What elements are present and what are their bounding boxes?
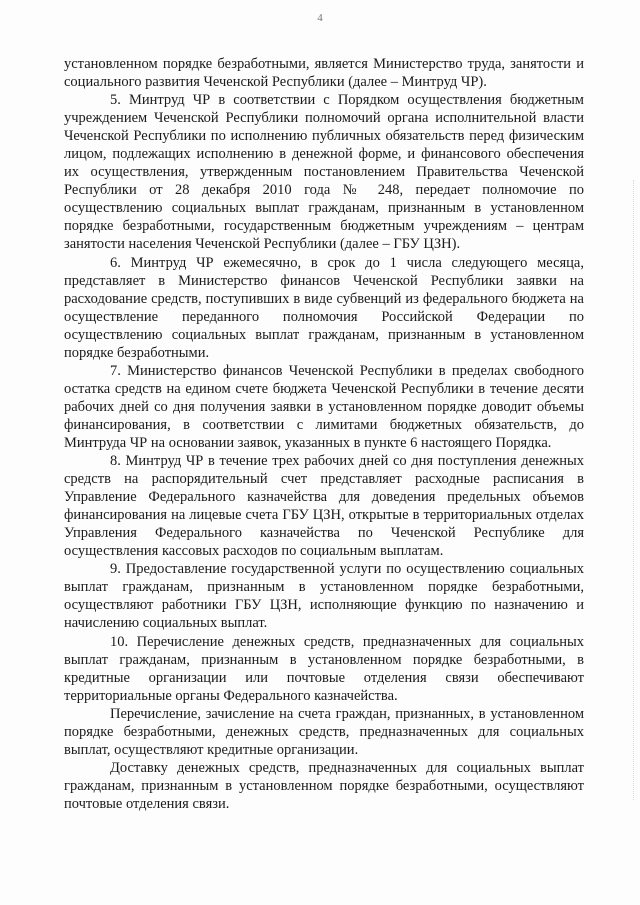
paragraph-10-transfer: Перечисление, зачисление на счета граждан, признанных, в установленном порядке безработными, денежных средств, предназначенных для социальных выплат, осуществляют кредитные организации.	[64, 705, 584, 758]
paragraph-10: 10. Перечисление денежных средств, предназначенных для социальных выплат гражданам, признанным в установленном порядке безработными, в кредитные организации или почтовые отделения связи обеспечивают территориальные органы Федерального казначейства.	[64, 633, 584, 704]
paragraph-8: 8. Минтруд ЧР в течение трех рабочих дней со дня поступления денежных средств на распорядительный счет представляет расходные расписания в Управление Федерального казначейства для доведения предельных объемов финансирования на лицевые счета ГБУ ЦЗН, открытые в территориальных отделах Управления Федерального казначейства по Чеченской Республике для осуществления кассовых расходов по социальным выплатам.	[64, 453, 584, 560]
paragraph-7: 7. Министерство финансов Чеченской Республики в пределах свободного остатка средств на едином счете бюджета Чеченской Республики в течение десяти рабочих дней со дня получения заявки в установленном порядке доводит объемы финансирования, в соответствии с лимитами бюджетных обязательств, до Минтруда ЧР на основании заявок, указанных в пункте 6 настоящего Порядка.	[64, 362, 584, 451]
paragraph-continuation: установленном порядке безработными, является Министерство труда, занятости и социального развития Чеченской Республики (далее – Минтруд ЧР).	[64, 56, 584, 91]
paragraph-6: 6. Минтруд ЧР ежемесячно, в срок до 1 числа следующего месяца, представляет в Министерство финансов Чеченской Республики заявки на расходование средств, поступивших в виде субвенций из федерального бюджета на осуществление переданного полномочия Российской Федерации по осуществлению социальных выплат гражданам, признанным в установленном порядке безработными.	[64, 254, 584, 361]
paragraph-9: 9. Предоставление государственной услуги по осуществлению социальных выплат гражданам, признанным в установленном порядке безработными, осуществляют работники ГБУ ЦЗН, исполняющие функцию по назначению и начислению социальных выплат.	[64, 561, 584, 632]
paragraph-5: 5. Минтруд ЧР в соответствии с Порядком осуществления бюджетным учреждением Чеченской Республики полномочий органа исполнительной власти Чеченской Республики по исполнению публичных обязательств перед физическим лицом, подлежащих исполнению в денежной форме, и финансового обеспечения их осуществления, утвержденным постановлением Правительства Чеченской Республики от 28 декабря 2010 года № 248, передает полномочие по осуществлению социальных выплат гражданам, признанным в установленном порядке безработными, государственным бюджетным учреждениям – центрам занятости населения Чеченской Республики (далее – ГБУ ЦЗН).	[64, 92, 584, 253]
scan-margin-artifact	[629, 180, 634, 800]
page-number: 4	[317, 12, 323, 24]
document-body	[64, 55, 584, 813]
paragraph-10-delivery: Доставку денежных средств, предназначенных для социальных выплат гражданам, признанным в установленном порядке безработными, осуществляют почтовые отделения связи.	[64, 759, 584, 812]
